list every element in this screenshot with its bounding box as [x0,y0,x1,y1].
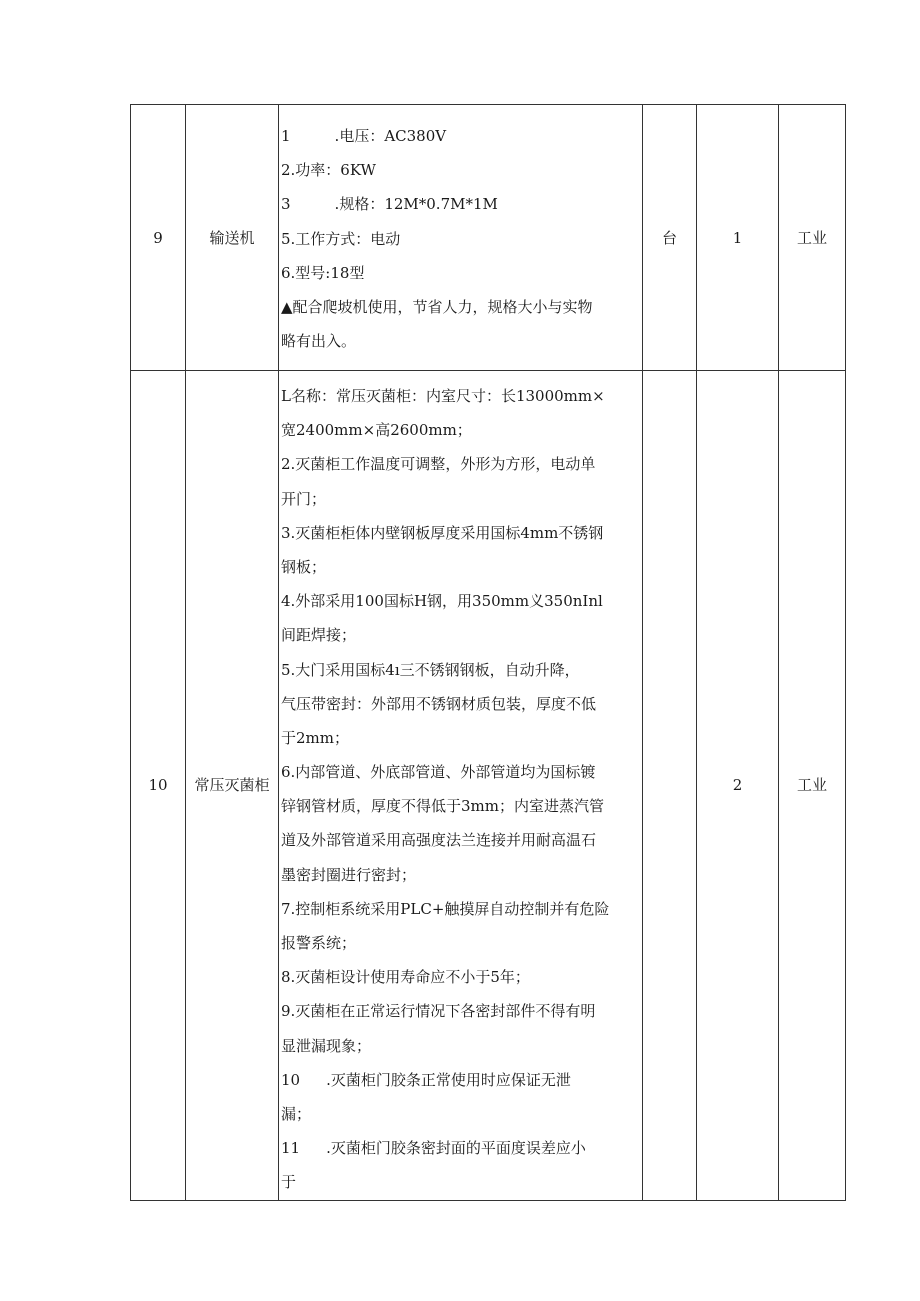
spec-line-text: .规格：12M*0.7M*1M [334,195,498,214]
spec-line: 7.控制柜系统采用PLC+触摸屏自动控制并有危险 [281,899,610,918]
equipment-spec-table [130,104,846,1201]
equipment-table-page [130,104,845,1192]
spec-line: 显泄漏现象； [281,1036,372,1055]
spec-line: 于2mm； [281,728,349,747]
spec-line [281,119,642,153]
spec-line: 锌钢管材质，厚度不得低于3mm；内室进蒸汽管 [281,797,604,816]
spec-line: 5.工作方式：电动 [281,229,401,248]
spec-line: 5.大门采用国标4ı三不锈钢钢板，自动升降， [281,660,580,679]
spec-line: L名称：常压灭菌柜：内室尺寸：长13000mm× [281,387,605,405]
spec-line: 略有出入。 [281,332,357,351]
row-number: 9 [131,105,186,371]
spec-line: 墨密封圈进行密封； [281,865,417,884]
spec-line-number: 3 [281,195,291,214]
category-cell: 工业 [779,371,846,1201]
quantity-cell: 2 [697,371,779,1201]
row-number: 10 [131,371,186,1201]
spec-line: 气压带密封：外部用不锈钢材质包装，厚度不低 [281,694,597,713]
spec-cell [279,371,643,1201]
spec-line [281,1131,642,1165]
spec-line: 3.灭菌柜柜体内壁钢板厚度采用国标4mm不锈钢 [281,523,604,542]
spec-line: 间距焊接； [281,626,357,645]
spec-line-text: .灭菌柜门胶条密封面的平面度误差应小 [326,1139,586,1158]
spec-line-number: 11 [281,1139,301,1158]
spec-line-text: .电压：AC380V [334,127,447,145]
spec-line: 4.外部采用100国标H钢，用350mm义350nInl [281,592,603,611]
item-name: 输送机 [186,105,279,371]
spec-line: 于 [281,1173,297,1192]
spec-line: 漏； [281,1104,312,1123]
spec-line: 报警系统； [281,934,357,952]
spec-line-number: 10 [281,1070,301,1089]
spec-line: 宽2400mm×高2600mm； [281,421,472,440]
category-cell: 工业 [779,105,846,371]
spec-line: 6.型号:18型 [281,263,365,282]
table-row [131,371,846,1201]
spec-line: 2.灭菌柜工作温度可调整，外形为方形，电动单 [281,455,596,474]
spec-line-number: 1 [281,127,291,145]
table-row [131,105,846,371]
spec-line-text: .灭菌柜门胶条正常使用时应保证无泄 [326,1070,571,1089]
unit-cell: 台 [643,105,697,371]
spec-line: 9.灭菌柜在正常运行情况下各密封部件不得有明 [281,1002,596,1021]
spec-line: 8.灭菌柜设计使用寿命应不小于5年； [281,968,530,987]
spec-line [281,187,642,221]
spec-line: 开门； [281,489,327,508]
spec-line: 6.内部管道、外底部管道、外部管道均为国标镀 [281,763,596,782]
item-name: 常压灭菌柜 [186,371,279,1201]
unit-cell [643,371,697,1201]
spec-line: 2.功率：6KW [281,161,376,180]
spec-line: ▲配合爬坡机使用，节省人力，规格大小与实物 [281,297,593,316]
spec-line: 钢板； [281,557,327,576]
spec-line [281,1063,642,1097]
quantity-cell: 1 [697,105,779,371]
spec-cell [279,105,643,371]
spec-line: 道及外部管道采用高强度法兰连接并用耐高温石 [281,831,597,850]
